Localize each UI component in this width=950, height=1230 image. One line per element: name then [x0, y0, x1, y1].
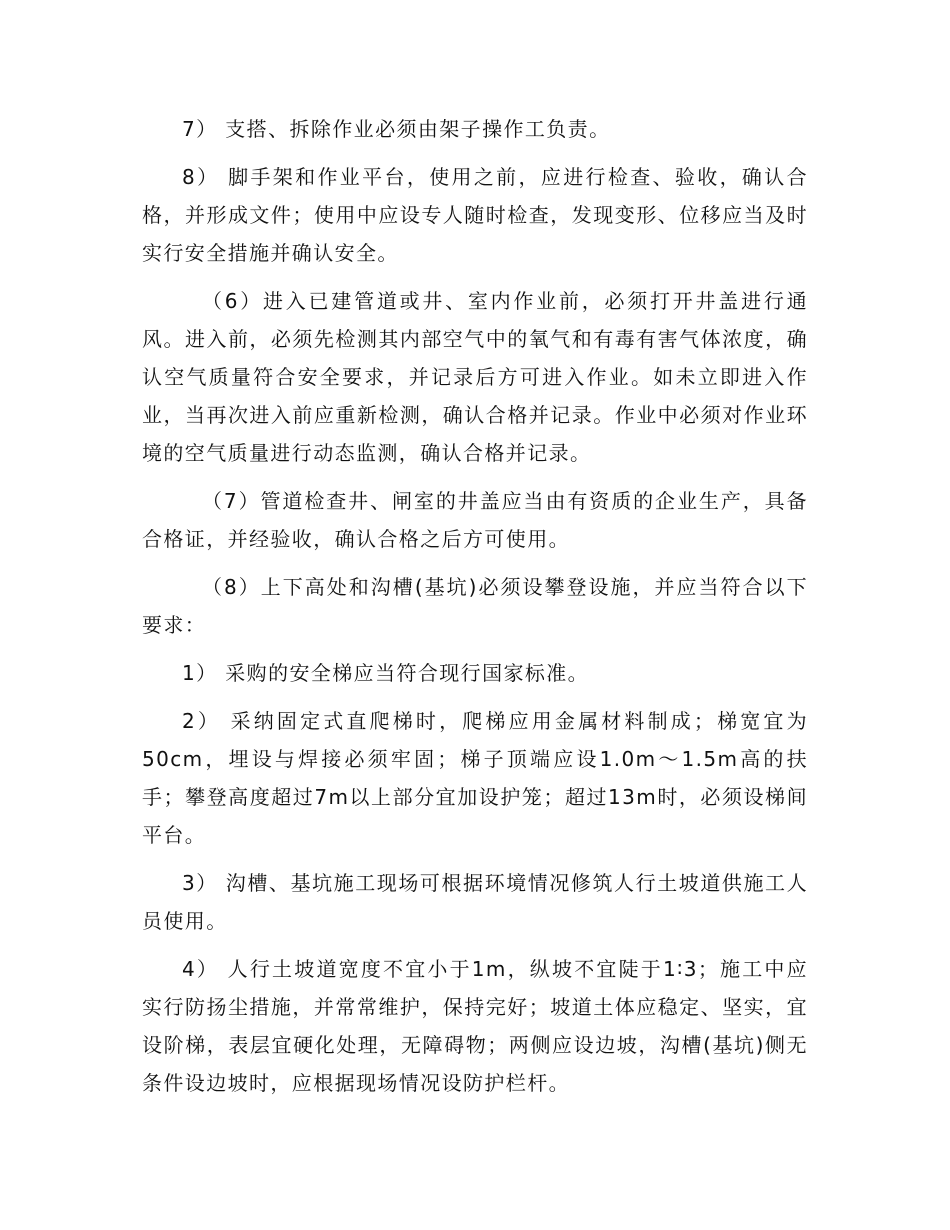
document-body: [142, 110, 808, 1112]
paragraph-item-8: 8） 脚手架和作业平台，使用之前，应进行检查、验收，确认合格，并形成文件；使用中应设专人随时检查，发现变形、位移应当及时实行安全措施并确认安全。: [142, 165, 808, 265]
paragraph-item-7: 7） 支搭、拆除作业必须由架子操作工负责。: [182, 117, 611, 141]
paragraph-item-2: 2） 采纳固定式直爬梯时，爬梯应用金属材料制成；梯宽宜为50cm，埋设与焊接必须牢固；梯子顶端应设1.0m～1.5m高的扶手；攀登高度超过7m以上部分宜加设护笼；超过13m时，必须设梯间平台。: [142, 709, 808, 847]
paragraph-item-4: 4） 人行土坡道宽度不宜小于1m，纵坡不宜陡于1∶3；施工中应实行防扬尘措施，并常常维护，保持完好；坡道土体应稳定、坚实，宜设阶梯，表层宜硬化处理，无障碍物；两侧应设边坡，沟槽(基坑)侧无条件设边坡时，应根据现场情况设防护栏杆。: [142, 957, 808, 1095]
paragraph-section-8: （8）上下高处和沟槽(基坑)必须设攀登设施，并应当符合以下要求：: [142, 575, 808, 637]
paragraph-section-6: （6）进入已建管道或井、室内作业前，必须打开井盖进行通风。进入前，必须先检测其内部空气中的氧气和有毒有害气体浓度，确认空气质量符合安全要求，并记录后方可进入作业。如未立即进入作业，当再次进入前应重新检测，确认合格并记录。作业中必须对作业环境的空气质量进行动态监测，确认合格并记录。: [142, 289, 808, 465]
paragraph-item-3: 3） 沟槽、基坑施工现场可根据环境情况修筑人行土坡道供施工人员使用。: [142, 871, 808, 933]
paragraph-item-1: 1） 采购的安全梯应当符合现行国家标准。: [182, 661, 590, 685]
paragraph-section-7: （7）管道检查井、闸室的井盖应当由有资质的企业生产，具备合格证，并经验收，确认合格之后方可使用。: [142, 489, 808, 551]
